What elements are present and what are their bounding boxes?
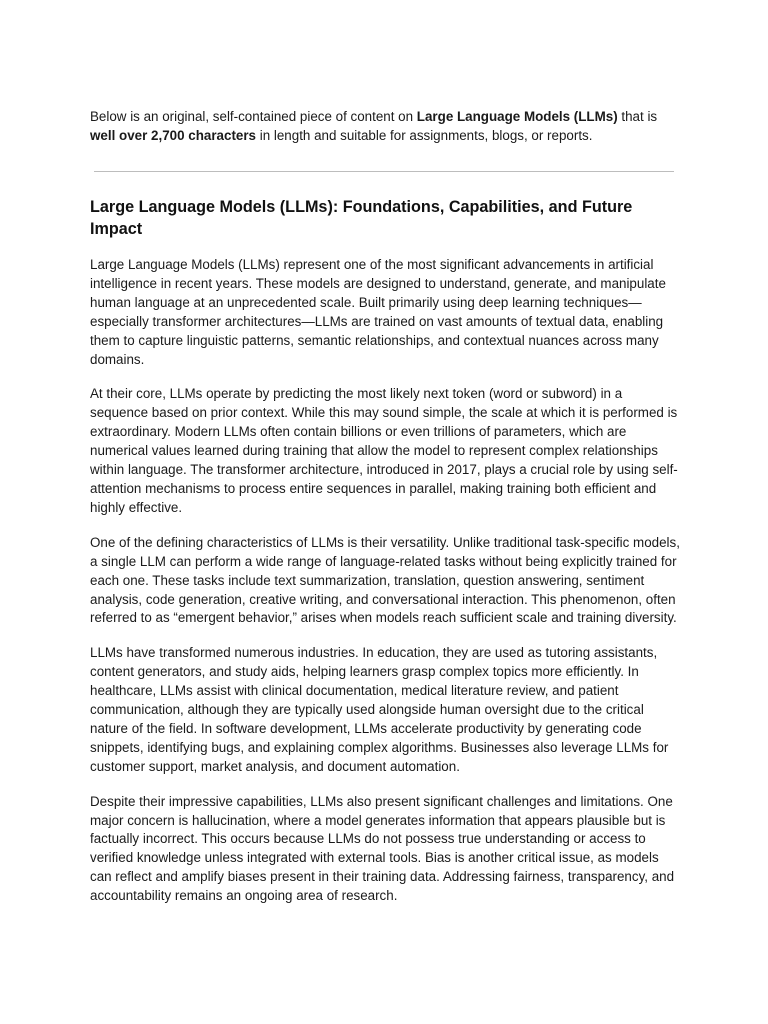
article-paragraph: LLMs have transformed numerous industries. In education, they are used as tutoring assistants, content generators, and study aids, helping learners grasp complex topics more efficiently. In healthcare, LLMs assist with clinical documentation, medical literature review, and patient communication, although they are typically used alongside human oversight due to the critical nature of the field. In software development, LLMs accelerate productivity by generating code snippets, identifying bugs, and explaining complex algorithms. Businesses also leverage LLMs for customer support, market analysis, and document automation. — [90, 645, 669, 774]
document-page — [90, 107, 680, 906]
horizontal-divider — [94, 171, 674, 172]
intro-topic: Large Language Models (LLMs) — [416, 109, 618, 124]
article-paragraph: At their core, LLMs operate by predicting the most likely next token (word or subword) in a sequence based on prior context. While this may sound simple, the scale at which it is performed is extraordinary. Modern LLMs often contain billions or even trillions of parameters, which are numerical values learned during training that allow the model to represent complex relationships within language. The transformer architecture, introduced in 2017, plays a crucial role by using self-attention mechanisms to process entire sequences in parallel, making training both efficient and highly effective. — [90, 386, 678, 515]
intro-text-before: Below is an original, self-contained piece of content on — [90, 109, 417, 124]
intro-text-middle: that is — [617, 109, 658, 124]
intro-emphasis: well over 2,700 characters — [90, 128, 257, 143]
article-paragraph: Large Language Models (LLMs) represent one of the most significant advancements in artificial intelligence in recent years. These models are designed to understand, generate, and manipulate human language at an unprecedented scale. Built primarily using deep learning techniques—especially transformer architectures—LLMs are trained on vast amounts of textual data, enabling them to capture linguistic patterns, semantic relationships, and contextual nuances across many domains. — [90, 257, 666, 367]
article-title: Large Language Models (LLMs): Foundations, Capabilities, and Future Impact — [90, 198, 633, 238]
article-paragraph: Despite their impressive capabilities, LLMs also present significant challenges and limitations. One major concern is hallucination, where a model generates information that appears plausible but is factually incorrect. This occurs because LLMs do not possess true understanding or access to verified knowledge unless integrated with external tools. Bias is another critical issue, as models can reflect and amplify biases present in their training data. Addressing fairness, transparency, and accountability remains an ongoing area of research. — [90, 793, 675, 904]
article-paragraph: One of the defining characteristics of LLMs is their versatility. Unlike traditional task-specific models, a single LLM can perform a wide range of language-related tasks without being explicitly trained for each one. These tasks include text summarization, translation, question answering, sentiment analysis, code generation, creative writing, and conversational interaction. This phenomenon, often referred to as “emergent behavior,” arises when models reach sufficient scale and training diversity. — [90, 534, 680, 626]
intro-text-after: in length and suitable for assignments, blogs, or reports. — [256, 128, 593, 143]
intro-paragraph — [90, 107, 680, 145]
